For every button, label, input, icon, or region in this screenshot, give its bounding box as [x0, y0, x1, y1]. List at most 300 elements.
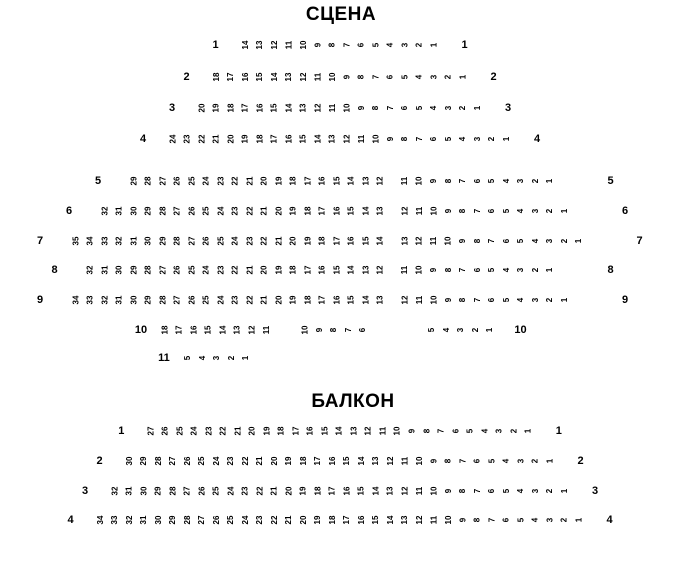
seat[interactable] — [253, 68, 268, 86]
seat[interactable] — [210, 130, 225, 148]
seat[interactable] — [398, 99, 413, 117]
seat[interactable] — [369, 482, 384, 500]
seat[interactable] — [196, 349, 211, 367]
seat[interactable] — [225, 349, 240, 367]
seat[interactable] — [359, 172, 374, 190]
seat[interactable] — [214, 232, 229, 250]
seat[interactable] — [398, 202, 413, 220]
seat[interactable] — [311, 452, 326, 470]
seat[interactable] — [253, 452, 268, 470]
seat[interactable] — [181, 130, 196, 148]
seat[interactable] — [297, 68, 312, 86]
seat[interactable] — [326, 482, 341, 500]
seat[interactable] — [413, 232, 428, 250]
seat[interactable] — [260, 422, 275, 440]
seat[interactable] — [369, 511, 384, 529]
seat[interactable] — [282, 511, 297, 529]
seat[interactable] — [171, 291, 186, 309]
seat[interactable] — [272, 202, 287, 220]
seat[interactable] — [297, 511, 312, 529]
seat[interactable] — [500, 452, 515, 470]
seat[interactable] — [224, 452, 239, 470]
seat[interactable] — [359, 232, 374, 250]
seat[interactable] — [413, 172, 428, 190]
seat[interactable] — [355, 36, 370, 54]
seat[interactable] — [340, 99, 355, 117]
seat[interactable] — [456, 68, 471, 86]
seat[interactable] — [463, 422, 478, 440]
seat[interactable] — [345, 202, 360, 220]
seat[interactable] — [185, 232, 200, 250]
seat[interactable] — [398, 291, 413, 309]
seat[interactable] — [69, 291, 84, 309]
seat[interactable] — [229, 291, 244, 309]
seat[interactable] — [398, 36, 413, 54]
seat[interactable] — [340, 452, 355, 470]
seat[interactable] — [127, 261, 142, 279]
seat[interactable] — [543, 261, 558, 279]
seat[interactable] — [500, 232, 515, 250]
seat[interactable] — [202, 321, 217, 339]
seat[interactable] — [507, 422, 522, 440]
seat[interactable] — [340, 482, 355, 500]
seat[interactable] — [384, 452, 399, 470]
seat[interactable] — [311, 68, 326, 86]
seat[interactable] — [229, 232, 244, 250]
seat[interactable] — [272, 172, 287, 190]
seat[interactable] — [326, 36, 341, 54]
seat[interactable] — [500, 291, 515, 309]
seat[interactable] — [200, 232, 215, 250]
seat[interactable] — [181, 511, 196, 529]
seat[interactable] — [391, 422, 406, 440]
seat[interactable] — [485, 130, 500, 148]
seat[interactable] — [359, 261, 374, 279]
seat[interactable] — [200, 291, 215, 309]
seat[interactable] — [258, 291, 273, 309]
seat[interactable] — [345, 172, 360, 190]
seat[interactable] — [258, 202, 273, 220]
seat[interactable] — [456, 511, 471, 529]
seat[interactable] — [384, 130, 399, 148]
seat[interactable] — [318, 422, 333, 440]
seat[interactable] — [558, 511, 573, 529]
seat[interactable] — [297, 36, 312, 54]
seat[interactable] — [405, 422, 420, 440]
seat[interactable] — [362, 422, 377, 440]
seat[interactable] — [239, 349, 254, 367]
seat[interactable] — [229, 261, 244, 279]
seat[interactable] — [282, 99, 297, 117]
seat[interactable] — [185, 291, 200, 309]
seat[interactable] — [156, 232, 171, 250]
seat[interactable] — [224, 482, 239, 500]
seat[interactable] — [113, 261, 128, 279]
seat[interactable] — [345, 291, 360, 309]
seat[interactable] — [398, 482, 413, 500]
seat[interactable] — [529, 172, 544, 190]
seat[interactable] — [268, 482, 283, 500]
seat[interactable] — [398, 130, 413, 148]
seat[interactable] — [166, 482, 181, 500]
seat[interactable] — [340, 36, 355, 54]
seat[interactable] — [127, 172, 142, 190]
seat[interactable] — [413, 99, 428, 117]
seat[interactable] — [245, 321, 260, 339]
seat[interactable] — [327, 321, 342, 339]
seat[interactable] — [485, 232, 500, 250]
seat[interactable] — [543, 202, 558, 220]
seat[interactable] — [137, 452, 152, 470]
seat[interactable] — [485, 511, 500, 529]
seat[interactable] — [297, 99, 312, 117]
seat[interactable] — [224, 511, 239, 529]
seat[interactable] — [268, 511, 283, 529]
seat[interactable] — [471, 130, 486, 148]
seat[interactable] — [282, 452, 297, 470]
seat[interactable] — [514, 232, 529, 250]
seat[interactable] — [258, 232, 273, 250]
seat[interactable] — [282, 130, 297, 148]
seat[interactable] — [413, 130, 428, 148]
seat[interactable] — [500, 261, 515, 279]
seat[interactable] — [142, 291, 157, 309]
seat[interactable] — [185, 202, 200, 220]
seat[interactable] — [326, 99, 341, 117]
seat[interactable] — [572, 511, 587, 529]
seat[interactable] — [152, 511, 167, 529]
seat[interactable] — [282, 482, 297, 500]
seat[interactable] — [345, 261, 360, 279]
seat[interactable] — [359, 291, 374, 309]
seat[interactable] — [316, 172, 331, 190]
seat[interactable] — [485, 261, 500, 279]
seat[interactable] — [374, 172, 389, 190]
seat[interactable] — [345, 232, 360, 250]
seat[interactable] — [311, 511, 326, 529]
seat[interactable] — [98, 232, 113, 250]
seat[interactable] — [384, 68, 399, 86]
seat[interactable] — [108, 482, 123, 500]
seat[interactable] — [239, 36, 254, 54]
seat[interactable] — [413, 202, 428, 220]
seat[interactable] — [231, 321, 246, 339]
seat[interactable] — [355, 452, 370, 470]
seat[interactable] — [356, 321, 371, 339]
seat[interactable] — [558, 232, 573, 250]
seat[interactable] — [543, 452, 558, 470]
seat[interactable] — [185, 261, 200, 279]
seat[interactable] — [471, 452, 486, 470]
seat[interactable] — [478, 422, 493, 440]
seat[interactable] — [529, 261, 544, 279]
seat[interactable] — [326, 68, 341, 86]
seat[interactable] — [427, 68, 442, 86]
seat[interactable] — [413, 68, 428, 86]
seat[interactable] — [298, 321, 313, 339]
seat[interactable] — [127, 202, 142, 220]
seat[interactable] — [500, 482, 515, 500]
seat[interactable] — [202, 422, 217, 440]
seat[interactable] — [142, 232, 157, 250]
seat[interactable] — [442, 99, 457, 117]
seat[interactable] — [333, 422, 348, 440]
seat[interactable] — [456, 99, 471, 117]
seat[interactable] — [355, 482, 370, 500]
seat[interactable] — [159, 422, 174, 440]
seat[interactable] — [282, 68, 297, 86]
seat[interactable] — [369, 452, 384, 470]
seat[interactable] — [156, 261, 171, 279]
seat[interactable] — [500, 511, 515, 529]
seat[interactable] — [253, 482, 268, 500]
seat[interactable] — [243, 232, 258, 250]
seat[interactable] — [253, 36, 268, 54]
seat[interactable] — [181, 482, 196, 500]
seat[interactable] — [137, 511, 152, 529]
seat[interactable] — [330, 291, 345, 309]
seat[interactable] — [500, 130, 515, 148]
seat[interactable] — [471, 482, 486, 500]
seat[interactable] — [171, 232, 186, 250]
seat[interactable] — [253, 130, 268, 148]
seat[interactable] — [156, 172, 171, 190]
seat[interactable] — [123, 482, 138, 500]
seat[interactable] — [413, 452, 428, 470]
seat[interactable] — [398, 172, 413, 190]
seat[interactable] — [427, 452, 442, 470]
seat[interactable] — [413, 261, 428, 279]
seat[interactable] — [210, 511, 225, 529]
seat[interactable] — [123, 511, 138, 529]
seat[interactable] — [471, 172, 486, 190]
seat[interactable] — [301, 202, 316, 220]
seat[interactable] — [301, 261, 316, 279]
seat[interactable] — [108, 511, 123, 529]
seat[interactable] — [311, 482, 326, 500]
seat[interactable] — [239, 99, 254, 117]
seat[interactable] — [420, 422, 435, 440]
seat[interactable] — [156, 291, 171, 309]
seat[interactable] — [340, 130, 355, 148]
seat[interactable] — [514, 511, 529, 529]
seat[interactable] — [268, 452, 283, 470]
seat[interactable] — [316, 261, 331, 279]
seat[interactable] — [195, 452, 210, 470]
seat[interactable] — [304, 422, 319, 440]
seat[interactable] — [355, 511, 370, 529]
seat[interactable] — [301, 232, 316, 250]
seat[interactable] — [330, 172, 345, 190]
seat[interactable] — [485, 291, 500, 309]
seat[interactable] — [427, 172, 442, 190]
seat[interactable] — [454, 321, 469, 339]
seat[interactable] — [330, 261, 345, 279]
seat[interactable] — [152, 452, 167, 470]
seat[interactable] — [427, 261, 442, 279]
seat[interactable] — [369, 130, 384, 148]
seat[interactable] — [471, 511, 486, 529]
seat[interactable] — [229, 172, 244, 190]
seat[interactable] — [84, 291, 99, 309]
seat[interactable] — [543, 511, 558, 529]
seat[interactable] — [185, 172, 200, 190]
seat[interactable] — [287, 202, 302, 220]
seat[interactable] — [369, 99, 384, 117]
seat[interactable] — [156, 202, 171, 220]
seat[interactable] — [239, 482, 254, 500]
seat[interactable] — [195, 99, 210, 117]
seat[interactable] — [471, 232, 486, 250]
seat[interactable] — [210, 452, 225, 470]
seat[interactable] — [543, 172, 558, 190]
seat[interactable] — [166, 130, 181, 148]
seat[interactable] — [558, 291, 573, 309]
seat[interactable] — [374, 261, 389, 279]
seat[interactable] — [287, 232, 302, 250]
seat[interactable] — [243, 291, 258, 309]
seat[interactable] — [471, 261, 486, 279]
seat[interactable] — [171, 202, 186, 220]
seat[interactable] — [427, 511, 442, 529]
seat[interactable] — [471, 291, 486, 309]
seat[interactable] — [326, 511, 341, 529]
seat[interactable] — [127, 291, 142, 309]
seat[interactable] — [216, 321, 231, 339]
seat[interactable] — [287, 291, 302, 309]
seat[interactable] — [187, 321, 202, 339]
seat[interactable] — [442, 202, 457, 220]
seat[interactable] — [471, 99, 486, 117]
seat[interactable] — [340, 68, 355, 86]
seat[interactable] — [514, 261, 529, 279]
seat[interactable] — [355, 130, 370, 148]
seat[interactable] — [359, 202, 374, 220]
seat[interactable] — [442, 452, 457, 470]
seat[interactable] — [214, 291, 229, 309]
seat[interactable] — [427, 130, 442, 148]
seat[interactable] — [268, 130, 283, 148]
seat[interactable] — [440, 321, 455, 339]
seat[interactable] — [243, 172, 258, 190]
seat[interactable] — [311, 130, 326, 148]
seat[interactable] — [456, 130, 471, 148]
seat[interactable] — [231, 422, 246, 440]
seat[interactable] — [456, 291, 471, 309]
seat[interactable] — [258, 172, 273, 190]
seat[interactable] — [297, 482, 312, 500]
seat[interactable] — [142, 202, 157, 220]
seat[interactable] — [398, 68, 413, 86]
seat[interactable] — [330, 202, 345, 220]
seat[interactable] — [500, 172, 515, 190]
seat[interactable] — [188, 422, 203, 440]
seat[interactable] — [98, 261, 113, 279]
seat[interactable] — [195, 511, 210, 529]
seat[interactable] — [485, 482, 500, 500]
seat[interactable] — [442, 261, 457, 279]
seat[interactable] — [195, 130, 210, 148]
seat[interactable] — [384, 511, 399, 529]
seat[interactable] — [456, 202, 471, 220]
seat[interactable] — [94, 511, 109, 529]
seat[interactable] — [287, 172, 302, 190]
seat[interactable] — [427, 202, 442, 220]
seat[interactable] — [258, 261, 273, 279]
seat[interactable] — [200, 261, 215, 279]
seat[interactable] — [301, 172, 316, 190]
seat[interactable] — [253, 511, 268, 529]
seat[interactable] — [485, 452, 500, 470]
seat[interactable] — [469, 321, 484, 339]
seat[interactable] — [316, 202, 331, 220]
seat[interactable] — [529, 482, 544, 500]
seat[interactable] — [181, 349, 196, 367]
seat[interactable] — [456, 172, 471, 190]
seat[interactable] — [239, 511, 254, 529]
seat[interactable] — [166, 511, 181, 529]
seat[interactable] — [485, 172, 500, 190]
seat[interactable] — [210, 99, 225, 117]
seat[interactable] — [340, 511, 355, 529]
seat[interactable] — [214, 172, 229, 190]
seat[interactable] — [374, 291, 389, 309]
seat[interactable] — [442, 291, 457, 309]
seat[interactable] — [330, 232, 345, 250]
seat[interactable] — [374, 202, 389, 220]
seat[interactable] — [425, 321, 440, 339]
seat[interactable] — [84, 261, 99, 279]
seat[interactable] — [529, 291, 544, 309]
seat[interactable] — [316, 232, 331, 250]
seat[interactable] — [374, 232, 389, 250]
seat[interactable] — [529, 452, 544, 470]
seat[interactable] — [113, 291, 128, 309]
seat[interactable] — [529, 511, 544, 529]
seat[interactable] — [287, 261, 302, 279]
seat[interactable] — [144, 422, 159, 440]
seat[interactable] — [210, 482, 225, 500]
seat[interactable] — [514, 291, 529, 309]
seat[interactable] — [243, 261, 258, 279]
seat[interactable] — [142, 172, 157, 190]
seat[interactable] — [127, 232, 142, 250]
seat[interactable] — [326, 130, 341, 148]
seat[interactable] — [355, 68, 370, 86]
seat[interactable] — [456, 232, 471, 250]
seat[interactable] — [442, 482, 457, 500]
seat[interactable] — [313, 321, 328, 339]
seat[interactable] — [384, 99, 399, 117]
seat[interactable] — [224, 99, 239, 117]
seat[interactable] — [543, 291, 558, 309]
seat[interactable] — [243, 202, 258, 220]
seat[interactable] — [326, 452, 341, 470]
seat[interactable] — [224, 130, 239, 148]
seat[interactable] — [166, 452, 181, 470]
seat[interactable] — [413, 291, 428, 309]
seat[interactable] — [529, 202, 544, 220]
seat[interactable] — [449, 422, 464, 440]
seat[interactable] — [195, 482, 210, 500]
seat[interactable] — [171, 172, 186, 190]
seat[interactable] — [210, 68, 225, 86]
seat[interactable] — [297, 452, 312, 470]
seat[interactable] — [456, 261, 471, 279]
seat[interactable] — [137, 482, 152, 500]
seat[interactable] — [272, 291, 287, 309]
seat[interactable] — [413, 482, 428, 500]
